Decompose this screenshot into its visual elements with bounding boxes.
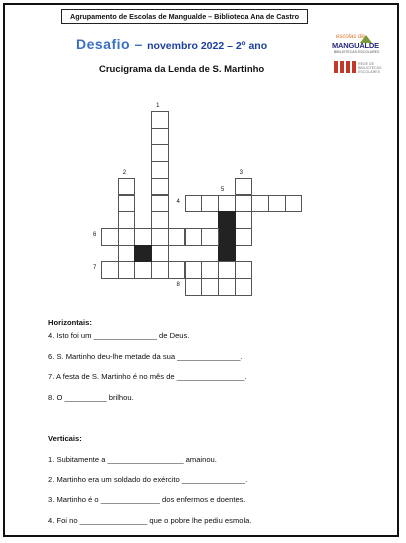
crossword-cell[interactable] bbox=[118, 211, 136, 229]
clue-number-7: 7 bbox=[93, 265, 97, 272]
crossword-cell[interactable] bbox=[285, 195, 303, 213]
crossword-cell[interactable] bbox=[151, 245, 169, 263]
vertical-clue-1: 1. Subitamente a __________________ amainou. bbox=[48, 455, 217, 464]
crossword-cell[interactable] bbox=[201, 195, 219, 213]
crossword-cell[interactable] bbox=[151, 144, 169, 162]
clue-number-2: 2 bbox=[122, 169, 127, 176]
crossword-block-cell bbox=[218, 228, 236, 246]
crossword-cell[interactable] bbox=[185, 195, 203, 213]
crossword-cell[interactable] bbox=[134, 228, 152, 246]
crossword-cell[interactable] bbox=[235, 195, 253, 213]
clue-number-8: 8 bbox=[176, 282, 180, 288]
logo-top-text: escolas de bbox=[336, 34, 365, 40]
crossword-cell[interactable] bbox=[118, 228, 136, 246]
crossword-block-cell bbox=[218, 211, 236, 229]
crossword-cell[interactable] bbox=[235, 211, 253, 229]
crossword-cell[interactable] bbox=[251, 195, 269, 213]
horizontal-clue-6: 6. S. Martinho deu-lhe metade da sua _______________. bbox=[48, 352, 243, 361]
crossword-cell[interactable] bbox=[118, 178, 136, 196]
crossword-cell[interactable] bbox=[201, 228, 219, 246]
crossword-block-cell bbox=[218, 245, 236, 263]
vertical-clue-2: 2. Martinho era um soldado do exército _______________. bbox=[48, 475, 248, 484]
crossword-cell[interactable] bbox=[201, 278, 219, 296]
challenge-date: novembro 2022 – 2º ano bbox=[147, 40, 268, 52]
crossword-cell[interactable] bbox=[151, 195, 169, 213]
horizontal-clue-8: 8. O __________ brilhou. bbox=[48, 393, 134, 402]
clue-number-4: 4 bbox=[176, 198, 180, 205]
crossword-block-cell bbox=[134, 245, 152, 263]
logo-main-text: MANGUALDE bbox=[332, 41, 379, 50]
vertical-heading: Verticais: bbox=[48, 434, 82, 443]
crossword-cell[interactable] bbox=[218, 278, 236, 296]
clue-number-3: 3 bbox=[239, 169, 243, 176]
crossword-cell[interactable] bbox=[235, 228, 253, 246]
vertical-clue-4: 4. Foi no ________________ que o pobre lhe pediu esmola. bbox=[48, 516, 252, 525]
school-banner: Agrupamento de Escolas de Mangualde – Biblioteca Ana de Castro bbox=[61, 9, 308, 24]
crossword-cell[interactable] bbox=[235, 261, 253, 279]
vertical-clue-3: 3. Martinho é o ______________ dos enfermos e doentes. bbox=[48, 495, 246, 504]
crossword-cell[interactable] bbox=[101, 261, 119, 279]
clue-number-1: 1 bbox=[156, 103, 160, 109]
crossword-cell[interactable] bbox=[101, 228, 119, 246]
network-logo-text: REDE DE BIBLIOTECAS ESCOLARES bbox=[358, 62, 382, 74]
logo-sub-text: BIBLIOTECAS ESCOLARES bbox=[334, 50, 380, 54]
crossword-cell[interactable] bbox=[118, 195, 136, 213]
crossword-cell[interactable] bbox=[185, 228, 203, 246]
crossword-cell[interactable] bbox=[235, 178, 253, 196]
puzzle-title: Crucigrama da Lenda de S. Martinho bbox=[99, 64, 265, 75]
crossword-cell[interactable] bbox=[118, 261, 136, 279]
crossword-cell[interactable] bbox=[268, 195, 286, 213]
crossword-cell[interactable] bbox=[151, 128, 169, 146]
crossword-cell[interactable] bbox=[201, 261, 219, 279]
crossword-cell[interactable] bbox=[151, 211, 169, 229]
school-library-network-logo bbox=[334, 61, 384, 75]
page-title bbox=[76, 36, 267, 54]
crossword-cell[interactable] bbox=[218, 261, 236, 279]
crossword-cell[interactable] bbox=[151, 111, 169, 129]
crossword-cell[interactable] bbox=[185, 278, 203, 296]
crossword-cell[interactable] bbox=[185, 261, 203, 279]
horizontal-clue-4: 4. Isto foi um _______________ de Deus. bbox=[48, 331, 190, 340]
crossword-cell[interactable] bbox=[151, 228, 169, 246]
crossword-cell[interactable] bbox=[118, 245, 136, 263]
mangualde-libraries-logo bbox=[330, 34, 380, 56]
crossword-cell[interactable] bbox=[168, 228, 186, 246]
crossword-cell[interactable] bbox=[151, 161, 169, 179]
horizontal-heading: Horizontais: bbox=[48, 318, 92, 327]
horizontal-clue-7: 7. A festa de S. Martinho é no mês de ________________. bbox=[48, 372, 247, 381]
crossword-cell[interactable] bbox=[168, 261, 186, 279]
crossword-cell[interactable] bbox=[151, 261, 169, 279]
crossword-cell[interactable] bbox=[134, 261, 152, 279]
clue-number-6: 6 bbox=[93, 231, 97, 238]
crossword-cell[interactable] bbox=[151, 178, 169, 196]
crossword-cell[interactable] bbox=[235, 278, 253, 296]
challenge-word: Desafio – bbox=[76, 36, 148, 52]
crossword-cell[interactable] bbox=[218, 195, 236, 213]
clue-number-5: 5 bbox=[220, 186, 225, 193]
